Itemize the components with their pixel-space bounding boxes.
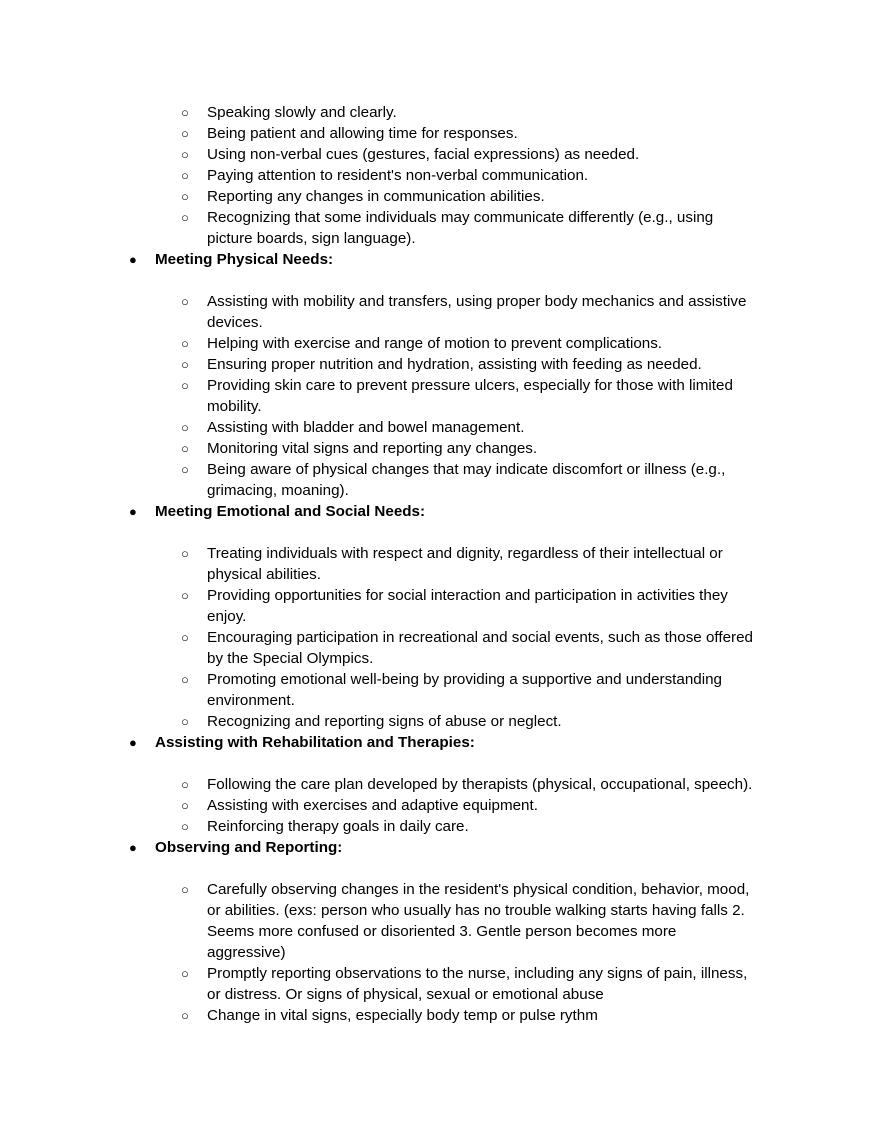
list-item-text: by the Special Olympics.	[207, 650, 374, 667]
list-item-text: Encouraging participation in recreational and social events, such as those offered	[207, 629, 753, 646]
list-item-text: Recognizing that some individuals may communicate differently (e.g., using	[207, 209, 714, 226]
hollow-bullet-icon: ○	[181, 147, 189, 162]
hollow-bullet-icon: ○	[181, 1008, 189, 1023]
list-item-continuation	[0, 396, 880, 417]
list-item-text: physical abilities.	[207, 566, 321, 583]
hollow-bullet-icon: ○	[181, 210, 189, 225]
hollow-bullet-icon: ○	[181, 105, 189, 120]
list-item-text: Reinforcing therapy goals in daily care.	[207, 818, 469, 835]
hollow-bullet-icon: ○	[181, 777, 189, 792]
list-item	[0, 543, 880, 564]
hollow-bullet-icon: ○	[181, 546, 189, 561]
list-item-continuation	[0, 564, 880, 585]
hollow-bullet-icon: ○	[181, 714, 189, 729]
list-item-text: Ensuring proper nutrition and hydration, assisting with feeding as needed.	[207, 356, 702, 373]
list-item-continuation	[0, 942, 880, 963]
list-item-text: Monitoring vital signs and reporting any changes.	[207, 440, 538, 457]
list-item	[0, 186, 880, 207]
hollow-bullet-icon: ○	[181, 462, 189, 477]
list-item	[0, 669, 880, 690]
filled-bullet-icon: ●	[129, 840, 137, 855]
list-item-continuation	[0, 312, 880, 333]
hollow-bullet-icon: ○	[181, 630, 189, 645]
list-item	[0, 144, 880, 165]
list-item-text: Following the care plan developed by therapists (physical, occupational, speech).	[207, 776, 753, 793]
filled-bullet-icon: ●	[129, 735, 137, 750]
hollow-bullet-icon: ○	[181, 294, 189, 309]
document-content	[0, 102, 880, 1026]
list-item-text: Paying attention to resident's non-verbal communication.	[207, 167, 589, 184]
list-item	[0, 879, 880, 900]
list-item-text: Promptly reporting observations to the nurse, including any signs of pain, illness,	[207, 965, 748, 982]
list-item-text: Being patient and allowing time for responses.	[207, 125, 518, 142]
section-spacer	[0, 753, 880, 774]
section-heading-text: Meeting Physical Needs:	[155, 251, 334, 268]
list-item-text: Being aware of physical changes that may indicate discomfort or illness (e.g.,	[207, 461, 726, 478]
list-item-text: Reporting any changes in communication abilities.	[207, 188, 545, 205]
list-item	[0, 207, 880, 228]
list-item-text: mobility.	[207, 398, 262, 415]
section-spacer	[0, 858, 880, 879]
list-item-text: or distress. Or signs of physical, sexual or emotional abuse	[207, 986, 604, 1003]
list-item-text: devices.	[207, 314, 263, 331]
hollow-bullet-icon: ○	[181, 420, 189, 435]
hollow-bullet-icon: ○	[181, 588, 189, 603]
list-item-text: Promoting emotional well-being by providing a supportive and understanding	[207, 671, 723, 688]
list-item	[0, 816, 880, 837]
list-item-text: Recognizing and reporting signs of abuse or neglect.	[207, 713, 562, 730]
hollow-bullet-icon: ○	[181, 819, 189, 834]
list-item	[0, 585, 880, 606]
list-item	[0, 375, 880, 396]
list-item-text: Providing opportunities for social interaction and participation in activities they	[207, 587, 728, 604]
section-spacer	[0, 270, 880, 291]
list-item-text: Assisting with mobility and transfers, using proper body mechanics and assistive	[207, 293, 747, 310]
list-item-text: Seems more confused or disoriented 3. Gentle person becomes more	[207, 923, 677, 940]
section-heading	[0, 249, 880, 270]
hollow-bullet-icon: ○	[181, 126, 189, 141]
list-item-text: Helping with exercise and range of motion to prevent complications.	[207, 335, 663, 352]
list-item	[0, 438, 880, 459]
section-spacer	[0, 522, 880, 543]
list-item-text: or abilities. (exs: person who usually has no trouble walking starts having falls 2.	[207, 902, 745, 919]
hollow-bullet-icon: ○	[181, 357, 189, 372]
section-heading-text: Assisting with Rehabilitation and Therapies:	[155, 734, 475, 751]
list-item-text: Speaking slowly and clearly.	[207, 104, 397, 121]
list-item-continuation	[0, 921, 880, 942]
hollow-bullet-icon: ○	[181, 441, 189, 456]
list-item-text: Change in vital signs, especially body temp or pulse rythm	[207, 1007, 598, 1024]
list-item-continuation	[0, 900, 880, 921]
list-item	[0, 333, 880, 354]
hollow-bullet-icon: ○	[181, 882, 189, 897]
list-item	[0, 123, 880, 144]
filled-bullet-icon: ●	[129, 252, 137, 267]
hollow-bullet-icon: ○	[181, 966, 189, 981]
hollow-bullet-icon: ○	[181, 672, 189, 687]
hollow-bullet-icon: ○	[181, 798, 189, 813]
hollow-bullet-icon: ○	[181, 189, 189, 204]
list-item	[0, 963, 880, 984]
list-item	[0, 795, 880, 816]
list-item-text: Treating individuals with respect and dignity, regardless of their intellectual or	[207, 545, 723, 562]
list-item	[0, 165, 880, 186]
list-item-continuation	[0, 606, 880, 627]
section-heading	[0, 501, 880, 522]
list-item	[0, 711, 880, 732]
hollow-bullet-icon: ○	[181, 378, 189, 393]
list-item	[0, 1005, 880, 1026]
list-item	[0, 354, 880, 375]
list-item-text: Assisting with exercises and adaptive equipment.	[207, 797, 538, 814]
section-heading	[0, 837, 880, 858]
section-heading-text: Meeting Emotional and Social Needs:	[155, 503, 426, 520]
list-item-continuation	[0, 228, 880, 249]
list-item-continuation	[0, 648, 880, 669]
filled-bullet-icon: ●	[129, 504, 137, 519]
list-item-text: Carefully observing changes in the resident's physical condition, behavior, mood,	[207, 881, 750, 898]
list-item-text: grimacing, moaning).	[207, 482, 349, 499]
list-item-text: enjoy.	[207, 608, 247, 625]
list-item	[0, 417, 880, 438]
list-item-text: Providing skin care to prevent pressure ulcers, especially for those with limited	[207, 377, 733, 394]
list-item-continuation	[0, 480, 880, 501]
list-item	[0, 627, 880, 648]
list-item	[0, 774, 880, 795]
list-item	[0, 291, 880, 312]
hollow-bullet-icon: ○	[181, 168, 189, 183]
list-item-continuation	[0, 690, 880, 711]
section-heading-text: Observing and Reporting:	[155, 839, 343, 856]
list-item-text: Using non-verbal cues (gestures, facial expressions) as needed.	[207, 146, 640, 163]
list-item-text: environment.	[207, 692, 295, 709]
hollow-bullet-icon: ○	[181, 336, 189, 351]
list-item-text: aggressive)	[207, 944, 286, 961]
list-item	[0, 102, 880, 123]
list-item-text: picture boards, sign language).	[207, 230, 416, 247]
list-item-continuation	[0, 984, 880, 1005]
section-heading	[0, 732, 880, 753]
list-item	[0, 459, 880, 480]
list-item-text: Assisting with bladder and bowel management.	[207, 419, 525, 436]
